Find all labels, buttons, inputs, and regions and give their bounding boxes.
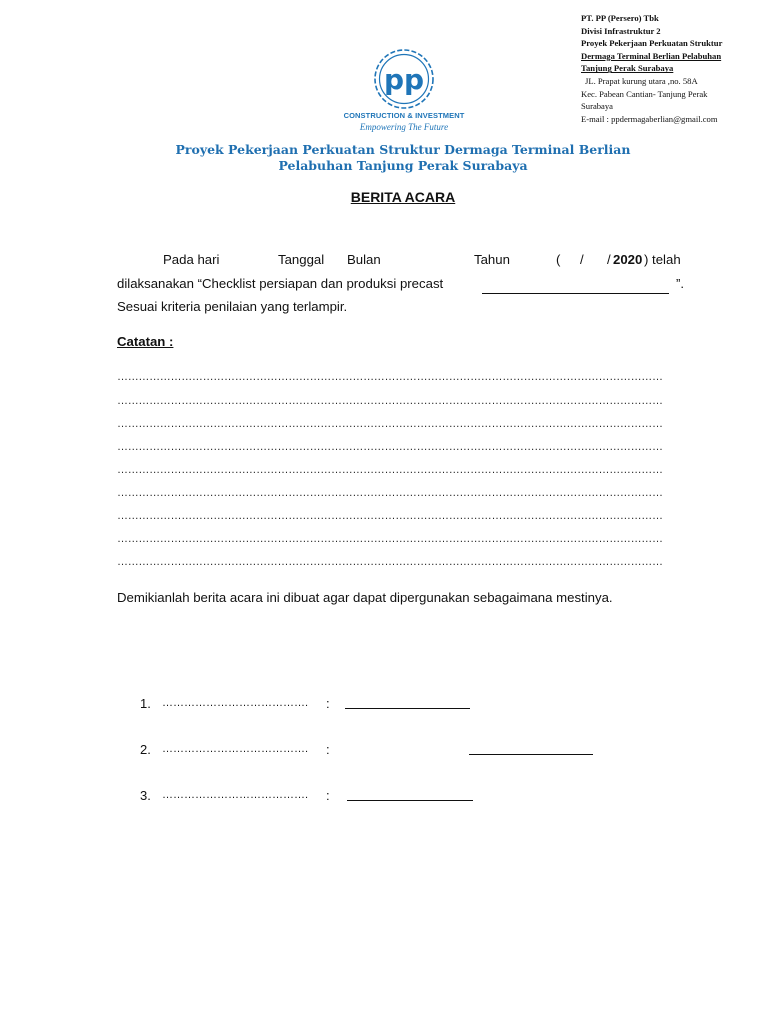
project-title	[120, 142, 686, 174]
notes-dotted-line: ………………………………………………………………………………………………………………………………………	[117, 464, 663, 476]
logo-letters: pp	[383, 63, 425, 96]
signature-line	[345, 708, 470, 709]
telah-text: ) telah	[644, 252, 681, 267]
signature-colon: :	[326, 696, 330, 711]
company-division: Divisi Infrastruktur 2	[581, 25, 661, 36]
date-slash-2: /	[607, 252, 611, 267]
company-name: PT. PP (Persero) Tbk	[581, 13, 659, 23]
project-title-line2: Pelabuhan Tanjung Perak Surabaya	[278, 158, 528, 173]
signature-number: 1.	[140, 696, 151, 711]
pada-hari-label: Pada hari	[163, 252, 220, 267]
company-address-line3: Surabaya	[581, 101, 613, 112]
signature-colon: :	[326, 788, 330, 803]
notes-label: Catatan :	[117, 334, 174, 349]
company-project-line1: Proyek Pekerjaan Perkuatan Struktur	[581, 38, 723, 49]
tanggal-label: Tanggal	[278, 252, 325, 267]
company-email: E-mail : ppdermagaberlian@gmail.com	[581, 113, 718, 124]
bulan-label: Bulan	[347, 252, 381, 267]
date-paren-open: (	[556, 252, 561, 267]
notes-dotted-line: ………………………………………………………………………………………………………………………………………	[117, 418, 663, 430]
company-address-line2: Kec. Pabean Cantian- Tanjung Perak	[581, 88, 708, 99]
company-info	[581, 12, 767, 125]
notes-dotted-line: ………………………………………………………………………………………………………………………………………	[117, 395, 663, 407]
company-project-line3: Tanjung Perak Surabaya	[581, 63, 674, 74]
signature-name-dots: ………………………………….	[162, 743, 309, 755]
closing-statement: Demikianlah berita acara ini dibuat agar dapat dipergunakan sebagaimana mestinya.	[117, 590, 613, 605]
notes-dotted-line: ………………………………………………………………………………………………………………………………………	[117, 556, 663, 568]
signature-colon: :	[326, 742, 330, 757]
date-year: 2020	[613, 252, 643, 267]
notes-dotted-line: ………………………………………………………………………………………………………………………………………	[117, 487, 663, 499]
pp-logo-icon	[372, 48, 436, 110]
signature-number: 2.	[140, 742, 151, 757]
project-title-line1: Proyek Pekerjaan Perkuatan Struktur Dermaga Terminal Berlian	[175, 142, 631, 157]
notes-dotted-line: ………………………………………………………………………………………………………………………………………	[117, 441, 663, 453]
document-title: BERITA ACARA	[350, 189, 456, 205]
notes-dotted-line: ………………………………………………………………………………………………………………………………………	[117, 371, 663, 383]
date-slash-1: /	[580, 252, 584, 267]
signature-name-dots: ………………………………….	[162, 697, 309, 709]
company-logo	[330, 48, 478, 136]
signature-line	[347, 800, 473, 801]
kriteria-text: Sesuai kriteria penilaian yang terlampir.	[117, 299, 348, 314]
company-project-line2: Dermaga Terminal Berlian Pelabuhan	[581, 50, 722, 61]
logo-tagline: Empowering The Future	[359, 122, 449, 132]
logo-name: CONSTRUCTION & INVESTMENT	[343, 111, 465, 120]
notes-dotted-line: ………………………………………………………………………………………………………………………………………	[117, 510, 663, 522]
signature-line	[469, 754, 593, 755]
signature-name-dots: ………………………………….	[162, 789, 309, 801]
company-address-line1: JL. Prapat kurung utara ,no. 58A	[585, 75, 698, 86]
tahun-label: Tahun	[474, 252, 510, 267]
quote-close-text: ”.	[676, 276, 685, 291]
dilaksanakan-text: dilaksanakan “Checklist persiapan dan produksi precast	[117, 276, 444, 291]
signature-number: 3.	[140, 788, 151, 803]
precast-blank-line	[482, 293, 669, 294]
notes-dotted-line: ………………………………………………………………………………………………………………………………………	[117, 533, 663, 545]
